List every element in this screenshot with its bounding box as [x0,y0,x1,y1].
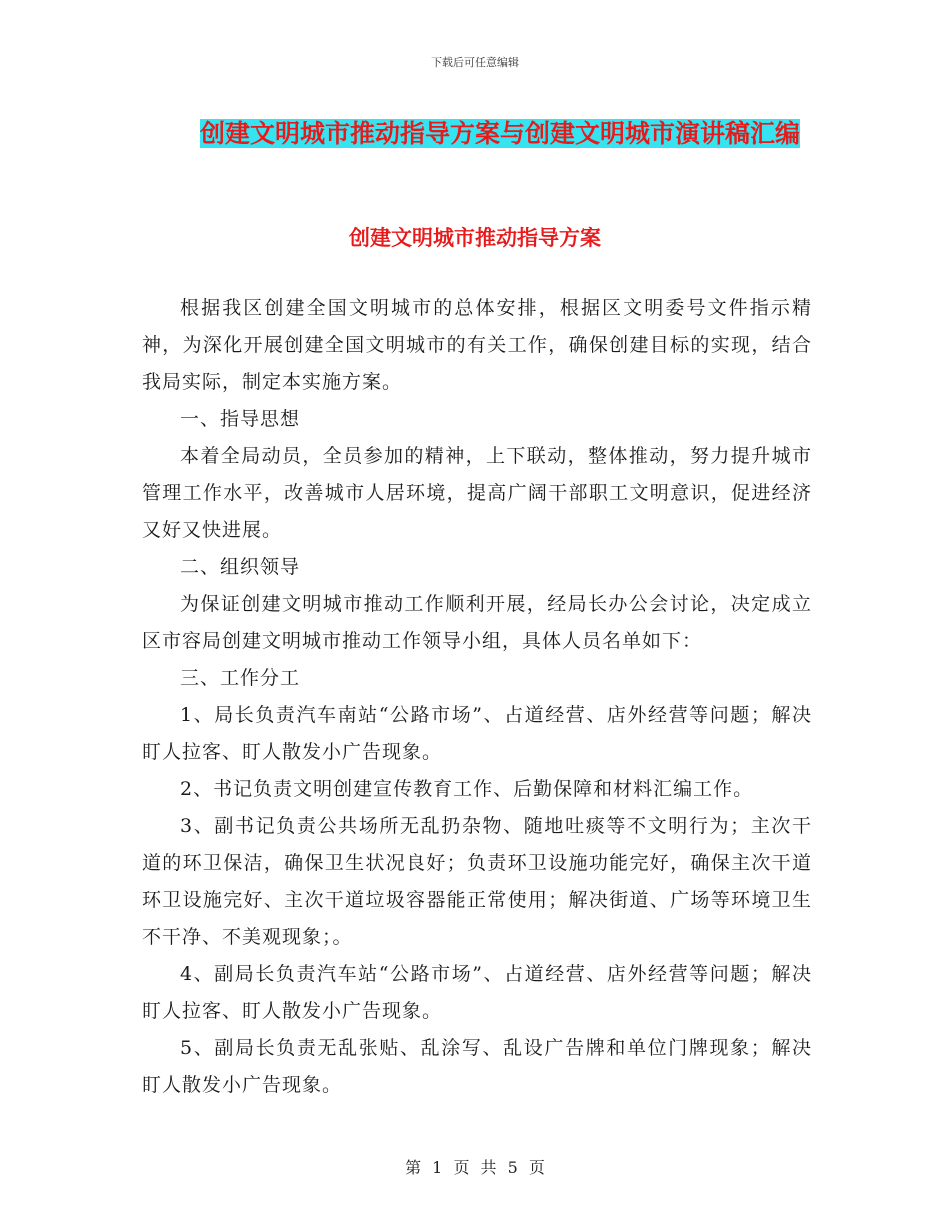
list-item: 3、副书记负责公共场所无乱扔杂物、随地吐痰等不文明行为；主次干道的环卫保洁，确保卫生状况良好；负责环卫设施功能完好，确保主次干道环卫设施完好、主次干道垃圾容器能正常使用；解决街道、广场等环境卫生不干净、不美观现象；。 [142,815,812,948]
heading-organization: 二、组织领导 [180,556,301,578]
document-title [190,110,810,158]
paragraph-intro: 根据我区创建全国文明城市的总体安排，根据区文明委号文件指示精神，为深化开展创建全国文明城市的有关工作，确保创建目标的实现，结合我局实际，制定本实施方案。 [142,297,812,393]
list-item: 1、局长负责汽车南站“公路市场”、占道经营、店外经营等问题；解决盯人拉客、盯人散发小广告现象。 [142,704,812,763]
paragraph-guiding-ideology: 本着全局动员，全员参加的精神，上下联动，整体推动，努力提升城市管理工作水平，改善城市人居环境，提高广阔干部职工文明意识，促进经济又好又快进展。 [142,445,812,541]
list-item: 2、书记负责文明创建宣传教育工作、后勤保障和材料汇编工作。 [180,778,754,800]
paragraph-organization: 为保证创建文明城市推动工作顺利开展，经局长办公会讨论，决定成立区市容局创建文明城市推动工作领导小组，具体人员名单如下： [142,593,812,652]
document-body [142,290,812,1104]
page-number-footer: 第 1 页 共 5 页 [405,1158,545,1177]
heading-guiding-ideology: 一、指导思想 [180,408,301,430]
document-title-text: 创建文明城市推动指导方案与创建文明城市演讲稿汇编 [199,119,800,148]
header-note: 下载后可任意编辑 [431,56,519,69]
section-title: 创建文明城市推动指导方案 [349,226,601,250]
heading-division-of-work: 三、工作分工 [180,667,301,689]
list-item: 4、副局长负责汽车站“公路市场”、占道经营、店外经营等问题；解决盯人拉客、盯人散发小广告现象。 [142,963,812,1022]
list-item: 5、副局长负责无乱张贴、乱涂写、乱设广告牌和单位门牌现象；解决盯人散发小广告现象。 [142,1037,812,1096]
